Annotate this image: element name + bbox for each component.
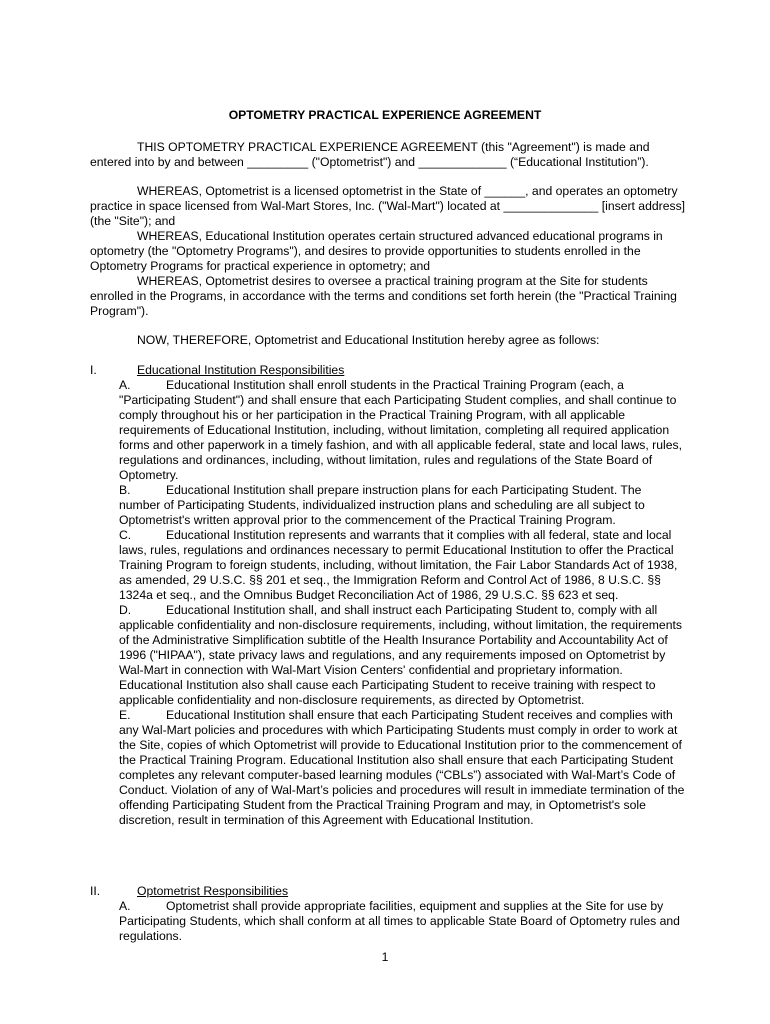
clause <box>119 899 685 944</box>
clause <box>119 378 685 483</box>
clause-text: Educational Institution shall enroll students in the Practical Training Program (each, a "Participating Student") and shall ensure that each Participating Student complies, and shall continue to comply throughout his or her participation in the Practical Training Program, with all applicable requirements of Educational Institution, including, without limitation, completing all required application forms and other paperwork in a timely fashion, and with all applicable federal, state and local laws, rules, regulations and ordinances, including, without limitation, rules and regulations of the State Board of Optometry. <box>119 378 682 482</box>
section-items <box>119 378 685 828</box>
intro-paragraph <box>90 140 690 170</box>
clause-label: B. <box>119 483 131 497</box>
clause-text: Educational Institution shall prepare instruction plans for each Participating Student. The number of Participating Students, individualized instruction plans and scheduling are all subject to Optometrist's written approval prior to the commencement of the Practical Training Program. <box>119 483 645 527</box>
clause-label: E. <box>119 708 131 722</box>
clause-text: Educational Institution shall ensure that each Participating Student receives and complies with any Wal-Mart policies and procedures with which Participating Students must comply in order to work at the Site, copies of which Optometrist will provide to Educational Institution prior to the commencement of the Practical Training Program. Educational Institution also shall ensure that each Participating Student completes any relevant computer-based learning modules (“CBLs”) associated with Wal-Mart’s Code of Conduct. Violation of any of Wal-Mart’s policies and procedures will result in immediate termination of the offending Participating Student from the Practical Training Program and may, in Optometrist's sole discretion, result in termination of this Agreement with Educational Institution. <box>119 708 685 827</box>
clause-label: A. <box>119 378 131 392</box>
clause <box>119 483 685 528</box>
clause-label: A. <box>119 899 131 913</box>
whereas-clause: WHEREAS, Optometrist is a licensed optometrist in the State of ______, and operates an optometry practice in space licensed from Wal-Mart Stores, Inc. ("Wal-Mart") located at ______________ [insert address] (the "Site"); and <box>90 184 686 228</box>
section-title: Educational Institution Responsibilities <box>137 363 345 377</box>
clause-text: Educational Institution shall, and shall instruct each Participating Student to, comply with all applicable confidentiality and non-disclosure requirements, including, without limitation, the requirements of the Administrative Simplification subtitle of the Health Insurance Portability and Accountability Act of 1996 ("HIPAA"), state privacy laws and regulations, and any requirements imposed on Optometrist by Wal-Mart in connection with Wal-Mart Vision Centers' confidential and proprietary information. Educational Institution also shall cause each Participating Student to receive training with respect to applicable confidentiality and non-disclosure requirements, as directed by Optometrist. <box>119 603 682 707</box>
page-number: 1 <box>381 950 389 964</box>
clause <box>119 528 685 603</box>
clause-label: D. <box>119 603 132 617</box>
section-number: I. <box>90 363 97 377</box>
clause <box>119 603 685 708</box>
clause-text: Educational Institution represents and warrants that it complies with all federal, state and local laws, rules, regulations and ordinances necessary to permit Educational Institution to offer the Practical Training Program to foreign students, including, without limitation, the Fair Labor Standards Act of 1938, as amended, 29 U.S.C. §§ 201 et seq., the Immigration Reform and Control Act of 1986, 8 U.S.C. §§ 1324a et seq., and the Omnibus Budget Reconciliation Act of 1986, 29 U.S.C. §§ 623 et seq. <box>119 528 678 602</box>
section-title: Optometrist Responsibilities <box>137 884 289 898</box>
section-items <box>119 899 685 944</box>
clause <box>119 708 685 828</box>
now-therefore-paragraph <box>90 333 690 348</box>
whereas-clause: WHEREAS, Optometrist desires to oversee a practical training program at the Site for students enrolled in the Programs, in accordance with the terms and conditions set forth herein (the "Practical Training Program"). <box>90 274 677 318</box>
intro-text: THIS OPTOMETRY PRACTICAL EXPERIENCE AGREEMENT (this "Agreement") is made and entered into by and between _________ ("Optometrist") and _____________ (“Educational Institution”). <box>90 140 650 169</box>
clause-text: Optometrist shall provide appropriate facilities, equipment and supplies at the Site for use by Participating Students, which shall conform at all times to applicable State Board of Optometry rules and regulations. <box>119 899 680 943</box>
clause-label: C. <box>119 528 132 542</box>
recitals <box>90 184 690 319</box>
document-title: OPTOMETRY PRACTICAL EXPERIENCE AGREEMENT <box>228 108 542 122</box>
now-therefore-text: NOW, THEREFORE, Optometrist and Educational Institution hereby agree as follows: <box>137 333 600 347</box>
section-number: II. <box>90 884 101 898</box>
whereas-clause: WHEREAS, Educational Institution operates certain structured advanced educational programs in optometry (the "Optometry Programs"), and desires to provide opportunities to students enrolled in the Optometry Programs for practical experience in optometry; and <box>90 229 663 273</box>
